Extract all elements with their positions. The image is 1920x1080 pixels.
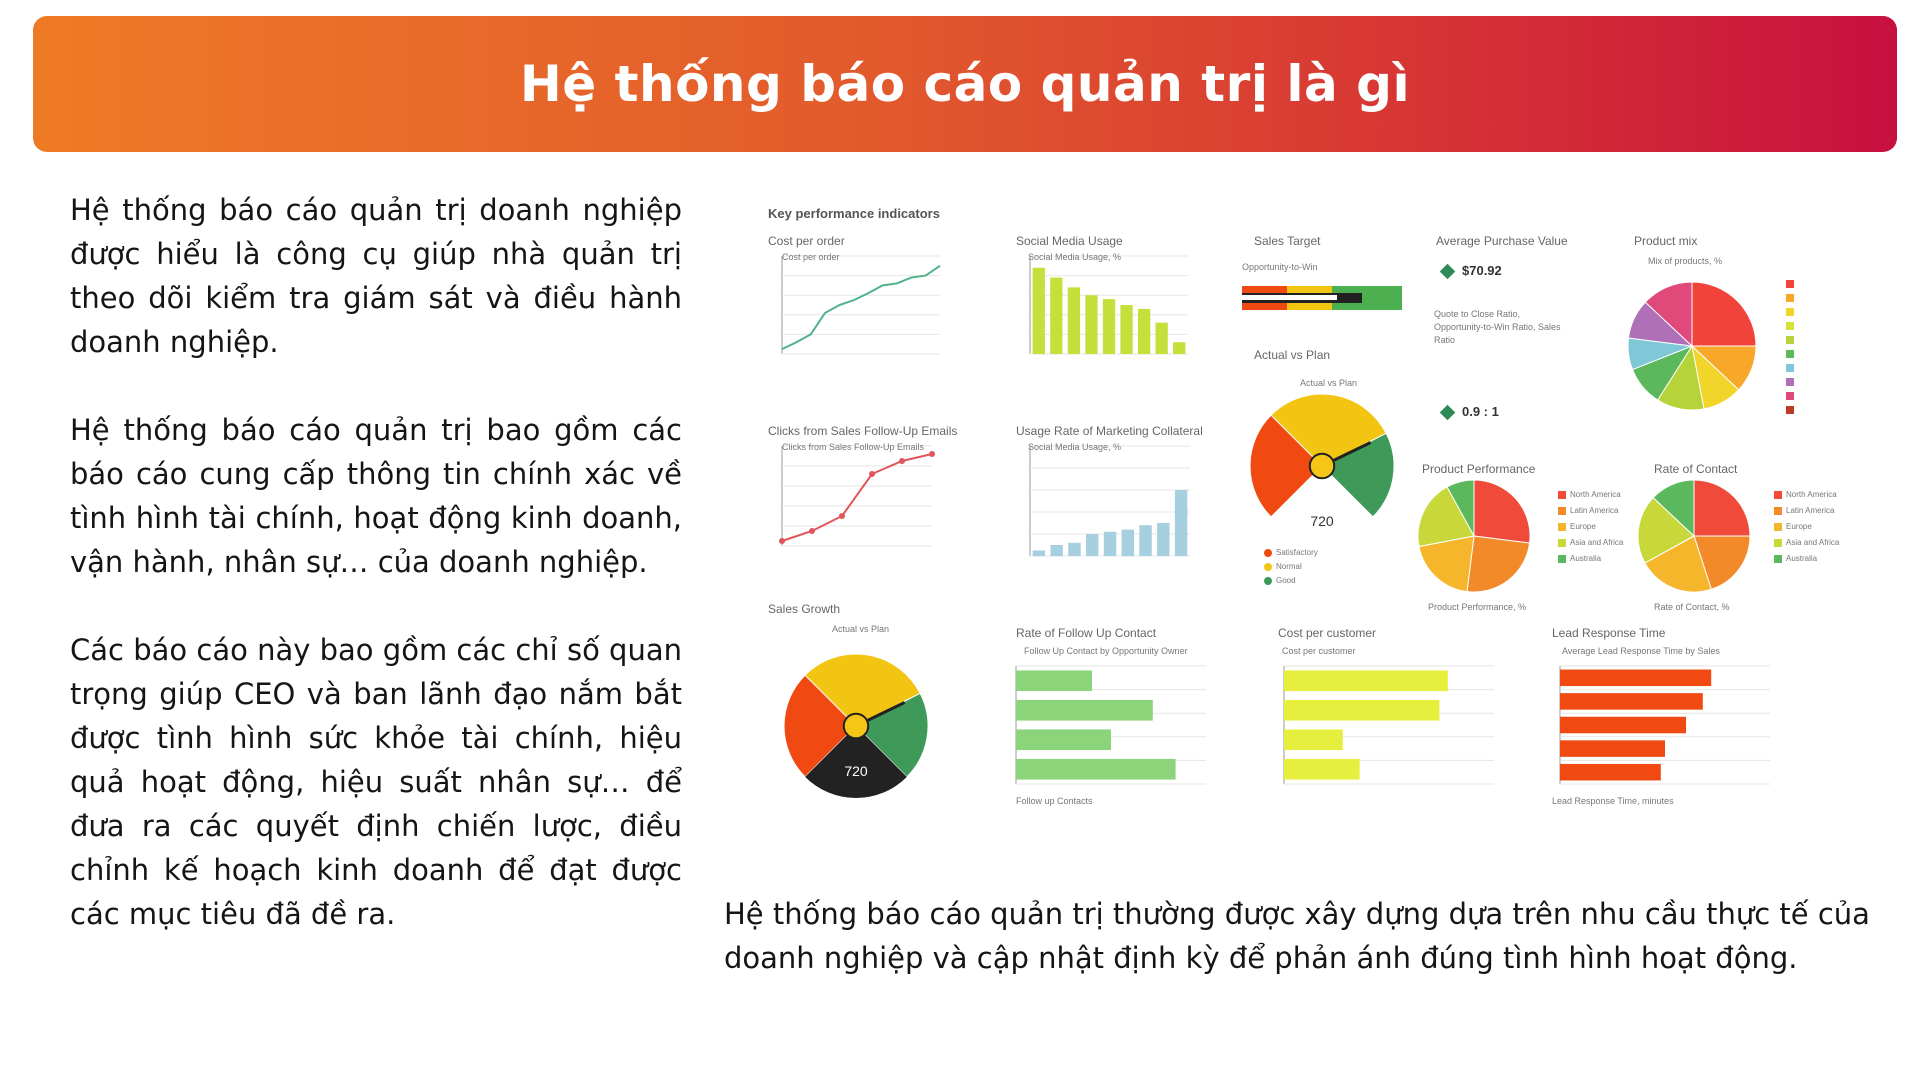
panel-title-cost-customer: Cost per customer: [1278, 626, 1377, 640]
lead-response-bar: [1560, 670, 1711, 687]
cost-customer-bar: [1284, 729, 1343, 750]
panel-title-sales-growth: Sales Growth: [768, 602, 841, 616]
panel-sub-follow-up: Follow Up Contact by Opportunity Owner: [1024, 646, 1188, 656]
cost-per-order-line: [782, 266, 940, 349]
legend-pp-north-america: North America: [1558, 490, 1621, 499]
product-mix-legend-swatch: [1786, 336, 1794, 344]
clicks-point: [929, 451, 935, 457]
legend-satisfactory: Satisfactory: [1264, 548, 1318, 557]
social-media-bar: [1068, 287, 1080, 354]
panel-title-usage-rate: Usage Rate of Marketing Collateral: [1016, 424, 1203, 438]
product-mix-legend-swatch: [1786, 392, 1794, 400]
usage-rate-bar: [1104, 532, 1116, 556]
lead-response-bar: [1560, 717, 1686, 734]
lead-response-bar: [1560, 693, 1703, 710]
social-media-bar: [1156, 323, 1168, 354]
legend-normal: Normal: [1264, 562, 1302, 571]
product-mix-legend-swatch: [1786, 378, 1794, 386]
usage-rate-bar: [1157, 523, 1169, 556]
paragraph-purpose: Các báo cáo này bao gồm các chỉ số quan trọng giúp CEO và ban lãnh đạo nắm bắt được tình hình sức khỏe tài chính, hiệu quả hoạt động, hiệu suất nhân sự… để đưa ra các quyết định chiến lược, điều chỉnh kế hoạch kinh doanh để đạt được các mục tiêu đã đề ra.: [70, 633, 682, 931]
follow-up-bar: [1016, 729, 1111, 750]
bottom-paragraph: Hệ thống báo cáo quản trị thường được xây dựng dựa trên nhu cầu thực tế của doanh nghiệp và cập nhật định kỳ để phản ánh đúng tình hình hoạt động.: [724, 897, 1870, 975]
panel-title-clicks: Clicks from Sales Follow-Up Emails: [768, 424, 958, 438]
social-media-bar: [1085, 295, 1097, 354]
product-mix-legend-swatch: [1786, 364, 1794, 372]
page-title: Hệ thống báo cáo quản trị là gì: [519, 55, 1411, 113]
product-mix-legend-swatch: [1786, 294, 1794, 302]
panel-title-sales-target: Sales Target: [1254, 234, 1321, 248]
product-performance-slice: [1474, 480, 1530, 543]
sales-target-inner: [1242, 295, 1337, 300]
product-performance-slice: [1467, 536, 1530, 592]
panel-sub-lead-response: Average Lead Response Time by Sales: [1562, 646, 1720, 656]
usage-rate-bar: [1050, 545, 1062, 556]
social-media-bar: [1033, 268, 1045, 354]
legend-pp-latin-america: Latin America: [1558, 506, 1618, 515]
panel-sub-sales-target: Opportunity-to-Win: [1242, 262, 1318, 272]
usage-rate-bar: [1122, 530, 1134, 556]
panel-title-product-mix: Product mix: [1634, 234, 1698, 248]
title-banner: [33, 16, 1897, 152]
follow-up-xlabel: Follow up Contacts: [1016, 796, 1093, 806]
legend-rc-latin-america: Latin America: [1774, 506, 1834, 515]
cost-customer-bar: [1284, 670, 1448, 691]
follow-up-bar: [1016, 759, 1176, 780]
panel-title-lead-response: Lead Response Time: [1552, 626, 1666, 640]
legend-pp-europe: Europe: [1558, 522, 1596, 531]
product-mix-legend-swatch: [1786, 280, 1794, 288]
legend-rc-north-america: North America: [1774, 490, 1837, 499]
panel-title-rate-of-contact: Rate of Contact: [1654, 462, 1738, 476]
paragraph-contents: Hệ thống báo cáo quản trị bao gồm các báo cáo cung cấp thông tin chính xác về tình hình tài chính, hoạt động kinh doanh, vận hành, nhân sự… của doanh nghiệp.: [70, 413, 682, 579]
left-text-column: [70, 188, 682, 980]
panel-title-social-media: Social Media Usage: [1016, 234, 1123, 248]
kpi-dashboard-image: [752, 196, 1872, 816]
usage-rate-bar: [1033, 551, 1045, 557]
usage-rate-bar: [1086, 534, 1098, 556]
ratio-value: 0.9 : 1: [1462, 404, 1499, 419]
usage-rate-bar: [1139, 525, 1151, 556]
cost-customer-bar: [1284, 759, 1360, 780]
lead-response-bar: [1560, 764, 1661, 781]
clicks-point: [839, 513, 845, 519]
sales-growth-gauge-hub: [844, 714, 868, 738]
paragraph-definition: Hệ thống báo cáo quản trị doanh nghiệp được hiểu là công cụ giúp nhà quản trị theo dõi kiểm tra giám sát và điều hành doanh nghiệp.: [70, 193, 682, 359]
panel-sub-social-media: Social Media Usage, %: [1028, 252, 1122, 262]
avg-purchase-value: $70.92: [1462, 263, 1502, 278]
product-mix-legend-swatch: [1786, 406, 1794, 414]
clicks-point: [869, 471, 875, 477]
clicks-point: [899, 458, 905, 464]
social-media-bar: [1120, 305, 1132, 354]
clicks-point: [809, 528, 815, 534]
usage-rate-bar: [1068, 543, 1080, 556]
panel-sub-clicks: Clicks from Sales Follow-Up Emails: [782, 442, 925, 452]
dashboard-title: Key performance indicators: [768, 206, 940, 221]
panel-sub-product-mix: Mix of products, %: [1648, 256, 1723, 266]
rate-of-contact-slice: [1694, 480, 1750, 536]
usage-rate-bar: [1175, 490, 1187, 556]
actual-plan-value: 720: [1310, 513, 1334, 529]
product-mix-slice: [1692, 282, 1756, 346]
panel-title-cost-per-order: Cost per order: [768, 234, 845, 248]
follow-up-bar: [1016, 700, 1153, 721]
social-media-bar: [1050, 278, 1062, 354]
lead-response-xlabel: Lead Response Time, minutes: [1552, 796, 1674, 806]
legend-pp-australia: Australia: [1558, 554, 1601, 563]
sales-growth-value: 720: [844, 763, 868, 779]
legend-rc-asia-africa: Asia and Africa: [1774, 538, 1839, 547]
legend-good: Good: [1264, 576, 1296, 585]
panel-sub-rate-of-contact: Rate of Contact, %: [1654, 602, 1730, 612]
product-mix-legend-swatch: [1786, 322, 1794, 330]
panel-title-avg-purchase: Average Purchase Value: [1436, 234, 1568, 248]
legend-rc-europe: Europe: [1774, 522, 1812, 531]
panel-title-actual-plan: Actual vs Plan: [1254, 348, 1331, 362]
dashboard-charts: [752, 196, 1872, 816]
legend-rc-australia: Australia: [1774, 554, 1817, 563]
panel-sub-actual-plan: Actual vs Plan: [1300, 378, 1358, 388]
panel-sub-sales-growth: Actual vs Plan: [832, 624, 890, 634]
panel-title-follow-up: Rate of Follow Up Contact: [1016, 626, 1157, 640]
avg-purchase-desc: Quote to Close Ratio, Opportunity-to-Win Ratio, Sales Ratio: [1434, 309, 1561, 345]
panel-sub-usage-rate: Social Media Usage, %: [1028, 442, 1122, 452]
product-mix-legend-swatch: [1786, 308, 1794, 316]
clicks-line: [782, 454, 932, 541]
social-media-bar: [1173, 342, 1185, 354]
legend-pp-asia-africa: Asia and Africa: [1558, 538, 1623, 547]
cost-customer-bar: [1284, 700, 1439, 721]
panel-sub-cost-per-order: Cost per order: [782, 252, 840, 262]
clicks-point: [779, 538, 785, 544]
panel-sub-product-performance: Product Performance, %: [1428, 602, 1527, 612]
lead-response-bar: [1560, 740, 1665, 757]
product-mix-legend-swatch: [1786, 350, 1794, 358]
social-media-bar: [1138, 309, 1150, 354]
social-media-bar: [1103, 299, 1115, 354]
panel-title-product-performance: Product Performance: [1422, 462, 1536, 476]
actual-plan-gauge-hub: [1310, 454, 1334, 478]
panel-sub-cost-customer: Cost per customer: [1282, 646, 1356, 656]
follow-up-bar: [1016, 670, 1092, 691]
